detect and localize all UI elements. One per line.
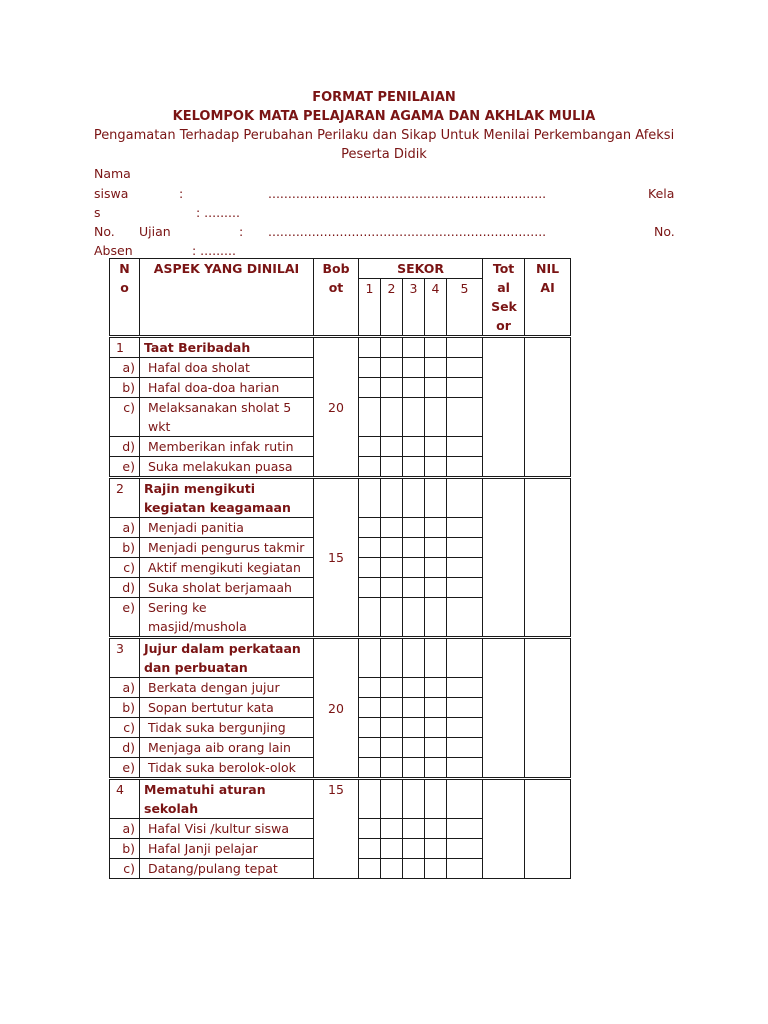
group-title: Taat Beribadah bbox=[140, 338, 314, 358]
item-text: Suka sholat berjamaah bbox=[140, 578, 314, 598]
score-cell bbox=[403, 678, 425, 698]
total-cell bbox=[483, 780, 525, 879]
item-letter: b) bbox=[110, 538, 140, 558]
score-cell bbox=[381, 479, 403, 518]
score-cell bbox=[403, 698, 425, 718]
score-cell bbox=[381, 378, 403, 398]
score-cell bbox=[359, 578, 381, 598]
item-letter: c) bbox=[110, 718, 140, 738]
item-letter: a) bbox=[110, 678, 140, 698]
group-bobot: 15 bbox=[314, 780, 359, 879]
group-bobot: 15 bbox=[314, 479, 359, 637]
document-subtitle: Pengamatan Terhadap Perubahan Perilaku dan Sikap Untuk Menilai Perkembangan Afeksi bbox=[93, 128, 675, 143]
score-cell bbox=[381, 780, 403, 819]
item-text: Sering ke masjid/mushola bbox=[140, 598, 314, 637]
header-total: Tot al Sek or bbox=[483, 259, 525, 336]
score-cell bbox=[359, 758, 381, 778]
item-letter: d) bbox=[110, 738, 140, 758]
score-cell bbox=[425, 859, 447, 879]
item-text: Memberikan infak rutin bbox=[140, 437, 314, 457]
group-no: 3 bbox=[110, 639, 140, 678]
item-letter: d) bbox=[110, 578, 140, 598]
score-cell bbox=[447, 378, 483, 398]
label-no: No. bbox=[94, 224, 115, 239]
score-cell bbox=[359, 839, 381, 859]
score-cell bbox=[359, 538, 381, 558]
score-cell bbox=[425, 358, 447, 378]
header-score-5: 5 bbox=[447, 279, 483, 336]
score-cell bbox=[425, 839, 447, 859]
score-cell bbox=[403, 859, 425, 879]
item-letter: c) bbox=[110, 398, 140, 437]
item-text: Hafal Janji pelajar bbox=[140, 839, 314, 859]
score-cell bbox=[359, 457, 381, 477]
assessment-table bbox=[109, 258, 571, 879]
header-score-2: 2 bbox=[381, 279, 403, 336]
document-title-2: KELOMPOK MATA PELAJARAN AGAMA DAN AKHLAK MULIA bbox=[172, 109, 596, 124]
score-cell bbox=[381, 538, 403, 558]
label-no-2: No. bbox=[654, 224, 675, 239]
header-score-1: 1 bbox=[359, 279, 381, 336]
header-score-4: 4 bbox=[425, 279, 447, 336]
score-cell bbox=[403, 518, 425, 538]
score-cell bbox=[425, 698, 447, 718]
item-text: Menjadi panitia bbox=[140, 518, 314, 538]
item-text: Suka melakukan puasa bbox=[140, 457, 314, 477]
group-no: 2 bbox=[110, 479, 140, 518]
document-title: FORMAT PENILAIAN bbox=[312, 90, 456, 105]
score-cell bbox=[425, 578, 447, 598]
score-cell bbox=[425, 558, 447, 578]
label-absen: Absen bbox=[94, 243, 133, 258]
score-cell bbox=[381, 839, 403, 859]
header-sekor: SEKOR bbox=[359, 259, 483, 279]
score-cell bbox=[447, 437, 483, 457]
table-body bbox=[110, 259, 571, 879]
total-cell bbox=[483, 479, 525, 637]
score-cell bbox=[403, 758, 425, 778]
nilai-cell bbox=[525, 639, 571, 778]
group-no: 1 bbox=[110, 338, 140, 358]
score-cell bbox=[425, 678, 447, 698]
score-cell bbox=[447, 678, 483, 698]
label-ujian: Ujian bbox=[139, 224, 171, 239]
item-letter: b) bbox=[110, 839, 140, 859]
score-cell bbox=[403, 338, 425, 358]
item-letter: a) bbox=[110, 819, 140, 839]
score-cell bbox=[447, 639, 483, 678]
score-cell bbox=[381, 518, 403, 538]
score-cell bbox=[447, 839, 483, 859]
score-cell bbox=[381, 598, 403, 637]
score-cell bbox=[381, 678, 403, 698]
group-bobot: 20 bbox=[314, 639, 359, 778]
header-no: N o bbox=[110, 259, 140, 336]
score-cell bbox=[425, 437, 447, 457]
score-cell bbox=[403, 398, 425, 437]
score-cell bbox=[359, 518, 381, 538]
score-cell bbox=[447, 859, 483, 879]
item-letter: e) bbox=[110, 758, 140, 778]
score-cell bbox=[403, 558, 425, 578]
item-text: Menjadi pengurus takmir bbox=[140, 538, 314, 558]
score-cell bbox=[381, 338, 403, 358]
score-cell bbox=[381, 718, 403, 738]
colon-siswa: : bbox=[179, 186, 184, 201]
score-cell bbox=[359, 558, 381, 578]
group-title: Mematuhi aturan sekolah bbox=[140, 780, 314, 819]
item-text: Melaksanakan sholat 5 wkt bbox=[140, 398, 314, 437]
score-cell bbox=[447, 698, 483, 718]
header-nilai: NIL AI bbox=[525, 259, 571, 336]
group-bobot: 20 bbox=[314, 338, 359, 477]
label-nama: Nama bbox=[94, 166, 131, 181]
score-cell bbox=[403, 358, 425, 378]
score-cell bbox=[425, 538, 447, 558]
score-cell bbox=[447, 457, 483, 477]
item-letter: a) bbox=[110, 518, 140, 538]
score-cell bbox=[403, 718, 425, 738]
item-letter: b) bbox=[110, 698, 140, 718]
group-no: 4 bbox=[110, 780, 140, 819]
item-text: Tidak suka bergunjing bbox=[140, 718, 314, 738]
group-title: Rajin mengikuti kegiatan keagamaan bbox=[140, 479, 314, 518]
score-cell bbox=[381, 859, 403, 879]
score-cell bbox=[425, 758, 447, 778]
score-cell bbox=[359, 358, 381, 378]
score-cell bbox=[359, 479, 381, 518]
item-letter: e) bbox=[110, 457, 140, 477]
label-kela: Kela bbox=[648, 186, 675, 201]
score-cell bbox=[403, 457, 425, 477]
score-cell bbox=[381, 819, 403, 839]
score-cell bbox=[447, 598, 483, 637]
score-cell bbox=[447, 738, 483, 758]
score-cell bbox=[381, 558, 403, 578]
document-subtitle-2: Peserta Didik bbox=[341, 147, 427, 162]
item-text: Hafal Visi /kultur siswa bbox=[140, 819, 314, 839]
item-text: Tidak suka berolok-olok bbox=[140, 758, 314, 778]
score-cell bbox=[381, 437, 403, 457]
score-cell bbox=[447, 758, 483, 778]
header-score-3: 3 bbox=[403, 279, 425, 336]
group-title: Jujur dalam perkataan dan perbuatan bbox=[140, 639, 314, 678]
score-cell bbox=[381, 398, 403, 437]
score-cell bbox=[425, 738, 447, 758]
label-siswa: siswa bbox=[94, 186, 129, 201]
score-cell bbox=[359, 378, 381, 398]
colon-ujian: : bbox=[239, 224, 244, 239]
score-cell bbox=[359, 639, 381, 678]
score-cell bbox=[403, 738, 425, 758]
score-cell bbox=[381, 578, 403, 598]
score-cell bbox=[381, 457, 403, 477]
score-cell bbox=[403, 479, 425, 518]
total-cell bbox=[483, 639, 525, 778]
score-cell bbox=[381, 758, 403, 778]
score-cell bbox=[447, 780, 483, 819]
item-letter: b) bbox=[110, 378, 140, 398]
score-cell bbox=[359, 338, 381, 358]
score-cell bbox=[403, 378, 425, 398]
score-cell bbox=[381, 639, 403, 678]
label-s: s bbox=[94, 205, 101, 220]
item-letter: c) bbox=[110, 558, 140, 578]
score-cell bbox=[447, 358, 483, 378]
score-cell bbox=[447, 398, 483, 437]
table-row bbox=[110, 479, 571, 518]
item-text: Datang/pulang tepat bbox=[140, 859, 314, 879]
score-cell bbox=[381, 358, 403, 378]
score-cell bbox=[447, 479, 483, 518]
item-text: Hafal doa sholat bbox=[140, 358, 314, 378]
item-text: Menjaga aib orang lain bbox=[140, 738, 314, 758]
score-cell bbox=[359, 718, 381, 738]
score-cell bbox=[447, 518, 483, 538]
score-cell bbox=[403, 839, 425, 859]
score-cell bbox=[359, 698, 381, 718]
item-letter: e) bbox=[110, 598, 140, 637]
score-cell bbox=[425, 598, 447, 637]
score-cell bbox=[403, 819, 425, 839]
score-cell bbox=[381, 738, 403, 758]
score-cell bbox=[403, 780, 425, 819]
score-cell bbox=[359, 780, 381, 819]
score-cell bbox=[381, 698, 403, 718]
item-text: Hafal doa-doa harian bbox=[140, 378, 314, 398]
score-cell bbox=[447, 718, 483, 738]
score-cell bbox=[447, 538, 483, 558]
score-cell bbox=[359, 598, 381, 637]
score-cell bbox=[425, 378, 447, 398]
score-cell bbox=[425, 457, 447, 477]
item-text: Sopan bertutur kata bbox=[140, 698, 314, 718]
item-text: Berkata dengan jujur bbox=[140, 678, 314, 698]
score-cell bbox=[447, 819, 483, 839]
score-cell bbox=[425, 718, 447, 738]
score-cell bbox=[359, 678, 381, 698]
header-aspek: ASPEK YANG DINILAI bbox=[140, 259, 314, 336]
table-row bbox=[110, 639, 571, 678]
total-cell bbox=[483, 338, 525, 477]
score-cell bbox=[403, 437, 425, 457]
score-cell bbox=[425, 819, 447, 839]
score-cell bbox=[403, 598, 425, 637]
item-letter: a) bbox=[110, 358, 140, 378]
item-letter: c) bbox=[110, 859, 140, 879]
score-cell bbox=[359, 819, 381, 839]
score-cell bbox=[359, 738, 381, 758]
nilai-cell bbox=[525, 780, 571, 879]
score-cell bbox=[403, 578, 425, 598]
header-bobot: Bob ot bbox=[314, 259, 359, 336]
score-cell bbox=[403, 538, 425, 558]
score-cell bbox=[425, 780, 447, 819]
kelas-field: : ......... bbox=[196, 205, 240, 220]
score-cell bbox=[359, 859, 381, 879]
nama-siswa-field: ...................................................................... bbox=[268, 186, 547, 201]
score-cell bbox=[425, 479, 447, 518]
score-cell bbox=[447, 558, 483, 578]
table-row bbox=[110, 338, 571, 358]
no-ujian-field: ...................................................................... bbox=[268, 224, 547, 239]
nilai-cell bbox=[525, 338, 571, 477]
table-row bbox=[110, 780, 571, 819]
score-cell bbox=[359, 437, 381, 457]
score-cell bbox=[425, 398, 447, 437]
nilai-cell bbox=[525, 479, 571, 637]
score-cell bbox=[447, 338, 483, 358]
score-cell bbox=[425, 639, 447, 678]
score-cell bbox=[403, 639, 425, 678]
item-text: Aktif mengikuti kegiatan bbox=[140, 558, 314, 578]
item-letter: d) bbox=[110, 437, 140, 457]
score-cell bbox=[425, 518, 447, 538]
score-cell bbox=[447, 578, 483, 598]
score-cell bbox=[425, 338, 447, 358]
score-cell bbox=[359, 398, 381, 437]
absen-field: : ......... bbox=[192, 243, 236, 258]
